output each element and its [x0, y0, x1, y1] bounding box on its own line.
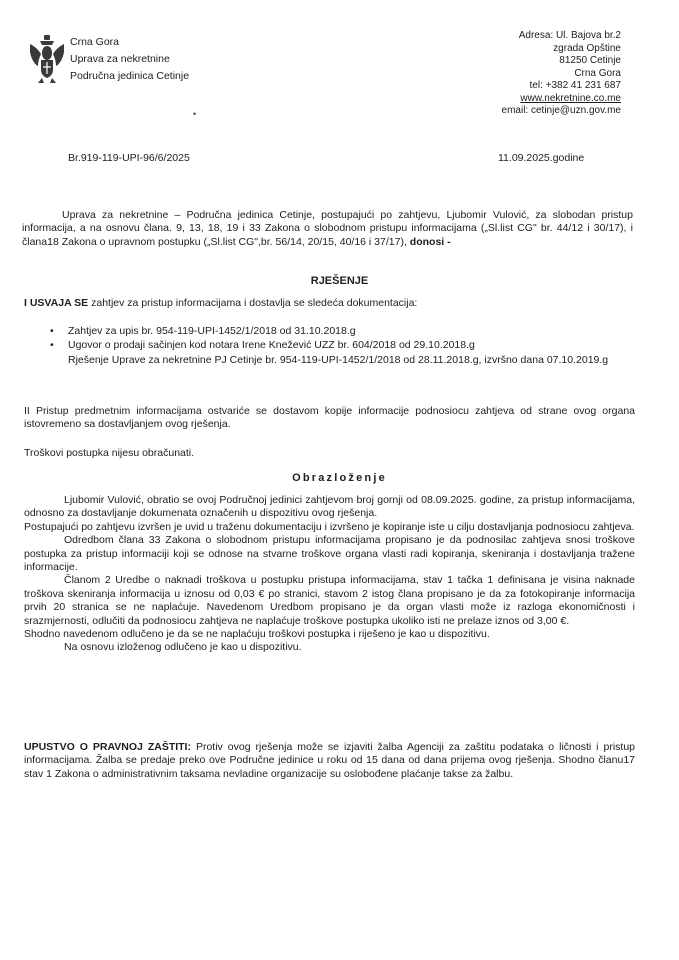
document-1: Zahtjev za upis br. 954-119-UPI-1452/1/2018 od 31.10.2018.g [68, 325, 356, 337]
list-item [46, 324, 617, 338]
intro-text: Uprava za nekretnine – Područna jedinica Cetinje, postupajući po zahtjevu, Ljubomir Vulović, za slobodan pristup informacija, a na osnovu člana. 9, 13, 18, 19 i 33 Zakona o slobodnom pristupu informacijama („Sl.list CG" br. 44/12 i 30/17), i člana18 Zakona o upravnom postupku („Sl.list CG",br. 56/14, 20/15, 40/16 i 37/17), [22, 209, 633, 248]
address-country: Crna Gora [574, 67, 621, 79]
point1-label: I USVAJA SE [24, 297, 89, 309]
costs-statement [24, 447, 635, 460]
legal-notice-label: UPUSTVO O PRAVNOJ ZAŠTITI: [24, 741, 191, 753]
contact-address-block [502, 30, 621, 118]
org-line-country: Crna Gora [70, 36, 120, 48]
reasoning-body [24, 494, 635, 655]
point1-text: zahtjev za pristup informacijama i dostavlja se sledeća dokumentacija: [91, 297, 418, 309]
intro-bold-end: donosi - [409, 235, 451, 248]
address-email[interactable]: email: cetinje@uzn.gov.me [501, 105, 621, 116]
bullet-icon: • [50, 339, 54, 352]
document-3: Rješenje Uprave za nekretnine PJ Cetinje br. 954-119-UPI-1452/1/2018 od 28.11.2018.g, izvršno dana 07.10.2019.g [68, 353, 609, 366]
reference-number: Br.919-119-UPI-96/6/2025 [68, 152, 190, 164]
reasoning-p4: Članom 2 Uredbe o naknadi troškova u postupku pristupa informacijama, stav 1 tačka 1 definisana je visina naknade troškova skeniranja informacija u iznosu od 0,03 € po stranici, stavom 2 istog člana propisano je da za fotokopiranje informacija prvih 20 stranica se ne naplaćuje. Navedenom Uredbom propisano je da organ vlasti može iz razloga ekonomičnosti i srazmjernosti, odlučiti da podnosiocu zahtjeva ne naplaćuje troškove postupka ukoliko isti ne prelaze iznos od 3,00 €. [24, 574, 635, 627]
list-item [46, 338, 617, 352]
legal-notice-text: Protiv ovog rješenja može se izjaviti žalba Agenciji za zaštitu podataka o ličnosti i pristup informacijama. Žalba se predaje preko ove Područne jedinice u roku od 15 dana od dana prijema ovog rješenja. Shodno članu17 stav 1 Zakona o administrativnim taksama nevladine organizacije su oslobođene plaćanje takse za žalbu. [24, 741, 635, 780]
list-item [46, 353, 617, 367]
legal-notice [24, 741, 635, 781]
address-postal: 81250 Cetinje [559, 55, 621, 66]
decision-point-1 [24, 297, 635, 310]
website-link[interactable]: www.nekretnine.co.me [520, 92, 621, 104]
org-line-agency: Uprava za nekretnine [70, 53, 170, 65]
reasoning-p3: Odredbom člana 33 Zakona o slobodnom pristupu informacijama propisano je da podnosilac zahtjeva snosi troškove postupka za pristup informaciji koji se odnose na stvarne troškove organa vlasti radi kopiranja, skeniranja i dostavljanja tražene informacije. [24, 534, 635, 574]
reasoning-p2: Postupajući po zahtjevu izvršen je uvid u traženu dokumentaciju i izvršeno je kopiranje iste u cilju dostavljanja podnosiocu zahtjeva. [24, 520, 635, 533]
costs-text: Troškovi postupka nijesu obračunati. [24, 447, 195, 459]
reasoning-p5: Shodno navedenom odlučeno je da se ne naplaćuju troškovi postupka i riješeno je kao u dispozitivu. [24, 628, 490, 641]
stray-mark: • [193, 109, 197, 119]
reasoning-p6: Na osnovu izloženog odlučeno je kao u dispozitivu. [64, 641, 302, 654]
address-building: zgrada Opštine [553, 42, 621, 54]
point2-text: II Pristup predmetnim informacijama ostvariće se dostavom kopije informacije podnosiocu zahtjeva od strane ovog organa istovremeno sa dostavljanjem ovog rješenja. [24, 405, 635, 431]
reasoning-title: Obrazloženje [292, 472, 387, 484]
org-line-unit: Područna jedinica Cetinje [70, 70, 190, 82]
address-street: Adresa: Ul. Bajova br.2 [518, 30, 621, 41]
documents-list [46, 324, 617, 367]
reasoning-p1: Ljubomir Vulović, obratio se ovoj Područnoj jedinici zahtjevom broj gornji od 08.09.2025. godine, za pristup informacijama, odnosno za dostavljanje dokumenata označenih u dispozitivu ovog rješenja. [24, 494, 635, 520]
decision-point-2 [24, 405, 635, 432]
issuing-authority [70, 34, 189, 85]
address-phone: tel: +382 41 231 687 [529, 80, 621, 91]
bullet-icon: • [50, 325, 54, 337]
document-date: 11.09.2025.godine [498, 152, 585, 164]
coat-of-arms-emblem [28, 34, 66, 84]
intro-paragraph [22, 209, 633, 249]
decision-title: RJEŠENJE [310, 275, 369, 287]
document-2: Ugovor o prodaji sačinjen kod notara Irene Knežević UZZ br. 604/2018 od 29.10.2018.g [68, 339, 475, 352]
